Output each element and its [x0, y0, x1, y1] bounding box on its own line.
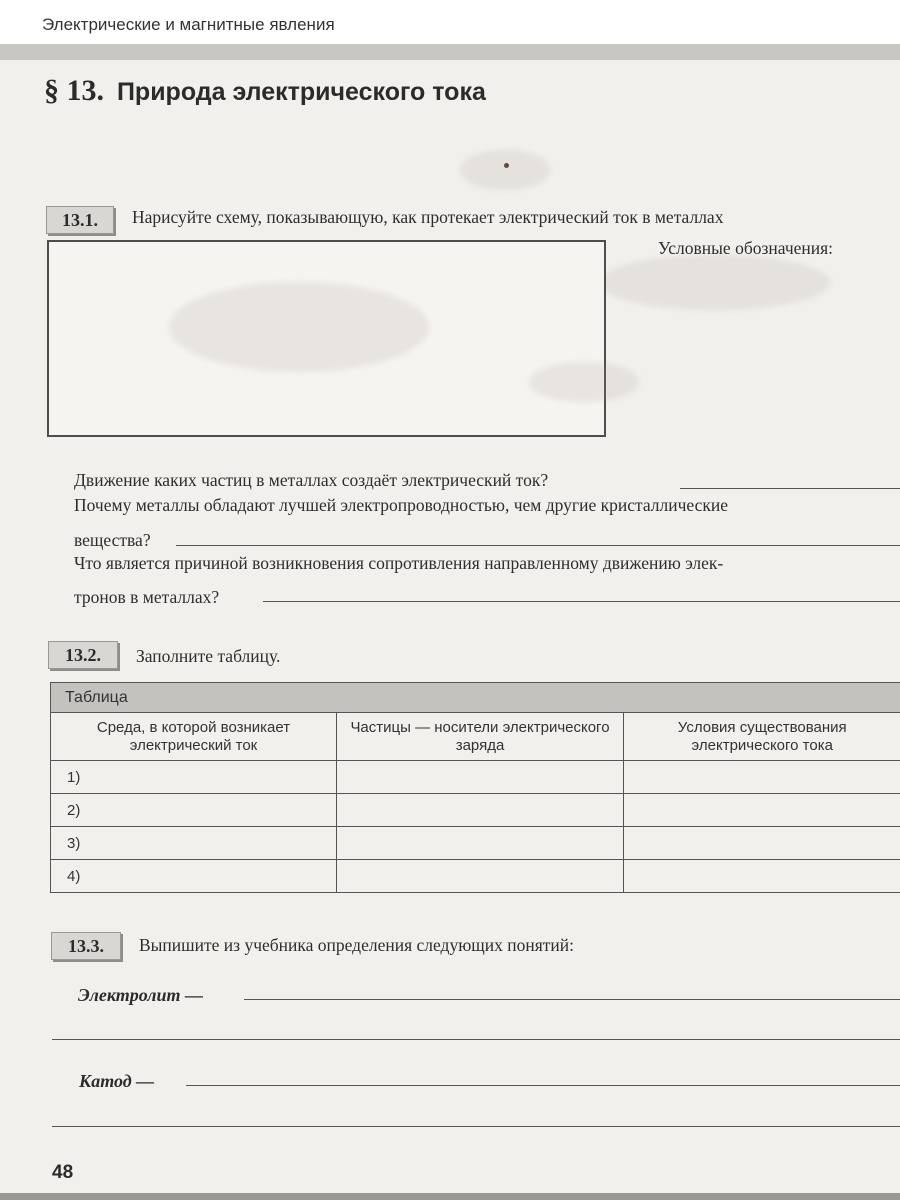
drawing-area[interactable] — [47, 240, 606, 437]
table-row — [51, 860, 900, 893]
column-header-conditions: Условия существования электрического тока — [624, 713, 900, 761]
answer-line-q3[interactable] — [263, 601, 900, 602]
column-header-medium: Среда, в которой возникает электрический ток — [51, 713, 337, 761]
term-cathode: Катод — — [79, 1071, 155, 1091]
answer-line-cathode[interactable] — [186, 1085, 900, 1086]
answer-line-electrolyte-2[interactable] — [52, 1039, 900, 1040]
page-number: 48 — [52, 1162, 74, 1183]
table-cell[interactable] — [337, 761, 624, 794]
answer-line-q1[interactable] — [680, 488, 900, 489]
table-cell[interactable] — [337, 794, 624, 827]
table-cell[interactable] — [624, 860, 900, 893]
table-caption: Таблица — [50, 682, 900, 712]
table-cell[interactable] — [337, 827, 624, 860]
answer-line-q2[interactable] — [176, 545, 900, 546]
legend-label: Условные обозначения: — [658, 238, 834, 258]
table-row — [51, 761, 900, 794]
exercise-13-2-task: Заполните таблицу. — [136, 646, 281, 666]
answer-line-cathode-2[interactable] — [52, 1126, 900, 1127]
table-cell[interactable] — [624, 761, 900, 794]
exercise-badge-13-1: 13.1. — [46, 206, 114, 234]
row-label-cell[interactable]: 1) — [51, 761, 337, 794]
question-2-line-1: Почему металлы обладают лучшей электропроводностью, чем другие кристаллические — [74, 495, 728, 515]
table-cell[interactable] — [337, 860, 624, 893]
exercise-13-3-task: Выпишите из учебника определения следующих понятий: — [139, 935, 575, 955]
header-band — [0, 44, 900, 60]
table-row — [51, 827, 900, 860]
table-cell[interactable] — [624, 794, 900, 827]
exercise-badge-13-2: 13.2. — [48, 641, 118, 669]
section-title: Природа электрического тока — [116, 78, 486, 106]
question-3-line-2: тронов в металлах? — [74, 587, 220, 607]
exercise-badge-13-3: 13.3. — [51, 932, 121, 960]
row-label-cell[interactable]: 2) — [51, 794, 337, 827]
table-row — [51, 794, 900, 827]
section-heading — [44, 74, 486, 108]
question-1: Движение каких частиц в металлах создаёт электрический ток? — [74, 470, 549, 490]
fill-in-table — [50, 712, 900, 893]
paper-smudge — [600, 255, 830, 310]
pencil-smudge — [169, 282, 429, 372]
row-label-cell[interactable]: 4) — [51, 860, 337, 893]
footer-band — [0, 1193, 900, 1200]
question-3-line-1: Что является причиной возникновения сопротивления направленному движению элек- — [74, 553, 724, 573]
answer-line-electrolyte[interactable] — [244, 999, 900, 1000]
running-head — [0, 0, 900, 44]
exercise-13-1-task: Нарисуйте схему, показывающую, как протекает электрический ток в металлах — [132, 207, 724, 227]
pencil-smudge — [529, 362, 639, 402]
row-label-cell[interactable]: 3) — [51, 827, 337, 860]
paper-smudge — [460, 150, 550, 190]
table-header-row — [51, 713, 900, 761]
running-head-title: Электрические и магнитные явления — [42, 15, 335, 34]
table-cell[interactable] — [624, 827, 900, 860]
section-number: § 13. — [44, 74, 104, 107]
term-electrolyte: Электролит — — [78, 985, 204, 1005]
column-header-carriers: Частицы — носители электрического заряда — [337, 713, 624, 761]
question-2-line-2: вещества? — [74, 530, 151, 550]
